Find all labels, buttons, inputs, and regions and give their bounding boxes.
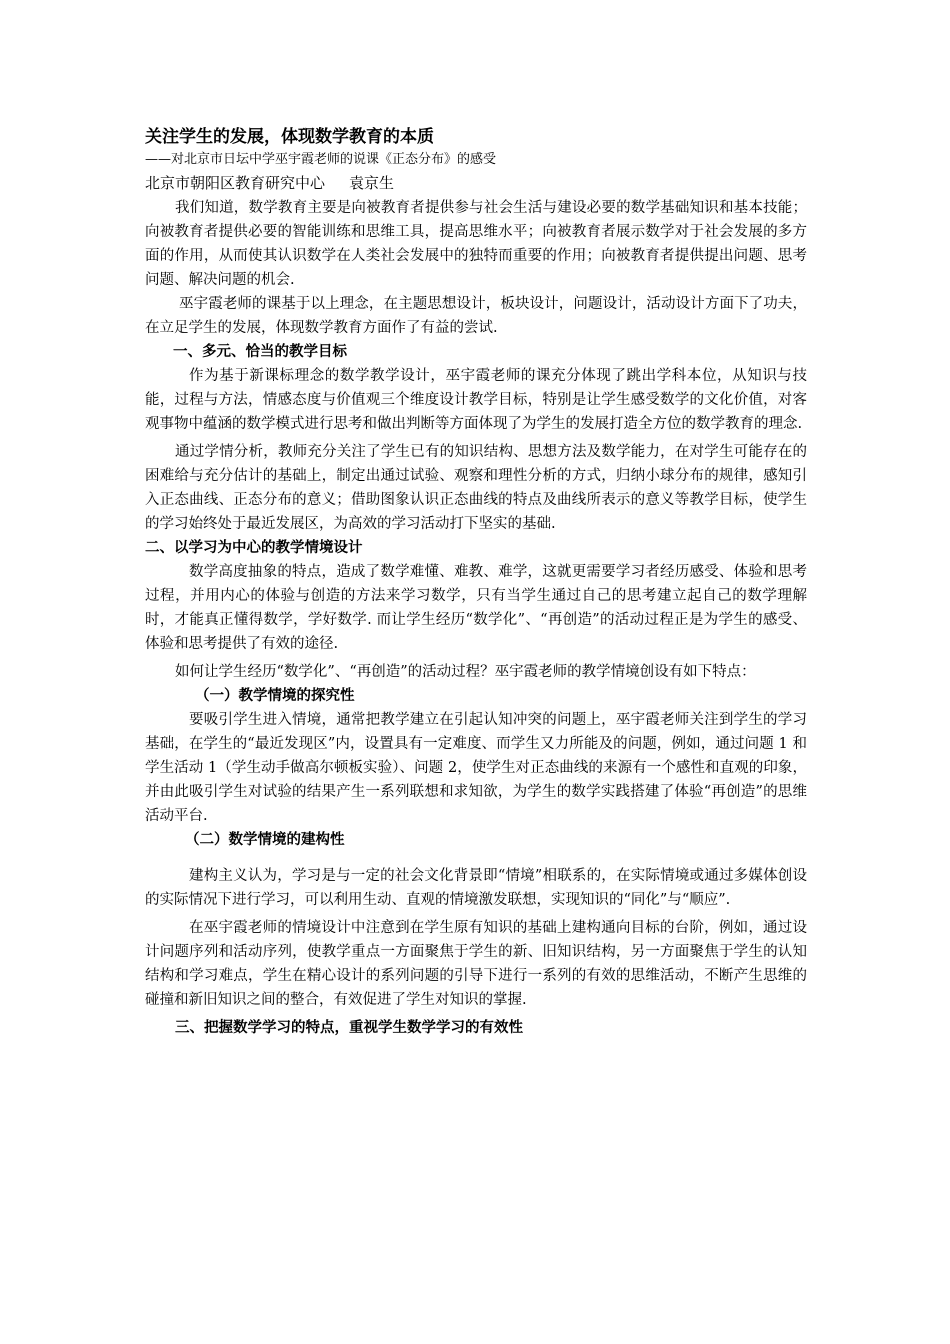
- author-name: 袁京生: [349, 174, 395, 192]
- subsection-2-paragraph-2: 在巫宇霞老师的情境设计中注意到在学生原有知识的基础上建构通向目标的台阶，例如，通过设计问题序列和活动序列，使教学重点一方面聚焦于学生的新、旧知识结构，另一方面聚焦于学生的认知结构和学习难点，学生在精心设计的系列问题的引导下进行一系列的有效的思维活动，不断产生思维的碰撞和新旧知识之间的整合，有效促进了学生对知识的掌握.: [145, 920, 807, 1008]
- intro-paragraph-1: 我们知道，数学教育主要是向被教育者提供参与社会生活与建设必要的数学基础知识和基本技能；向被教育者提供必要的智能训练和思维工具，提高思维水平；向被教育者展示数学对于社会发展的多方面的作用，从而使其认识数学在人类社会发展中的独特而重要的作用；向被教育者提供提出问题、思考问题、解决问题的机会.: [145, 200, 807, 288]
- section-2-heading: 二、以学习为中心的教学情境设计: [145, 540, 363, 556]
- article-body: [145, 124, 807, 1040]
- subsection-1-heading: （一）教学情境的探究性: [195, 688, 355, 704]
- subsection-1-paragraph: 要吸引学生进入情境，通常把教学建立在引起认知冲突的问题上，巫宇霞老师关注到学生的学习基础，在学生的“最近发现区”内，设置具有一定难度、而学生又力所能及的问题，例如，通过问题 1 和学生活动 1（学生动手做高尔顿板实验）、问题 2，使学生对正态曲线的来源有一个感性和直观的印象，并由此吸引学生对试验的结果产生一系列联想和求知欲，为学生的数学实践搭建了体验“再创造”的思维活动平台.: [145, 712, 807, 824]
- author-line: [145, 172, 807, 196]
- article-title: 关注学生的发展，体现数学教育的本质: [145, 127, 434, 147]
- section-1-paragraph-2: 通过学情分析，教师充分关注了学生已有的知识结构、思想方法及数学能力，在对学生可能存在的困难给与充分估计的基础上，制定出通过试验、观察和理性分析的方式，归纳小球分布的规律，感知引入正态曲线、正态分布的意义；借助图象认识正态曲线的特点及曲线所表示的意义等教学目标，使学生的学习始终处于最近发展区，为高效的学习活动打下坚实的基础.: [145, 444, 807, 532]
- subsection-2-heading: （二）数学情境的建构性: [185, 832, 345, 848]
- subsection-2-paragraph-1: 建构主义认为，学习是与一定的社会文化背景即“情境”相联系的，在实际情境或通过多媒体创设的实际情况下进行学习，可以利用生动、直观的情境激发联想，实现知识的“同化”与“顺应”.: [145, 868, 807, 908]
- section-1-paragraph-1: 作为基于新课标理念的数学教学设计，巫宇霞老师的课充分体现了跳出学科本位，从知识与技能，过程与方法，情感态度与价值观三个维度设计教学目标，特别是让学生感受数学的文化价值，对客观事物中蕴涵的数学模式进行思考和做出判断等方面体现了为学生的发展打造全方位的数学教育的理念.: [145, 368, 807, 432]
- intro-paragraph-2: 巫宇霞老师的课基于以上理念，在主题思想设计，板块设计，问题设计，活动设计方面下了功夫，在立足学生的发展，体现数学教育方面作了有益的尝试.: [145, 296, 807, 336]
- section-2-paragraph-2: 如何让学生经历“数学化”、“再创造”的活动过程？巫宇霞老师的教学情境创设有如下特点：: [175, 664, 756, 680]
- author-organization: 北京市朝阳区教育研究中心: [145, 174, 326, 192]
- section-2-paragraph-1: 数学高度抽象的特点，造成了数学难懂、难教、难学，这就更需要学习者经历感受、体验和思考过程，并用内心的体验与创造的方法来学习数学，只有当学生通过自己的思考建立起自己的数学理解时，才能真正懂得数学，学好数学. 而让学生经历“数学化”、“再创造”的活动过程正是为学生的感受、体验和思考提供了有效的途径.: [145, 564, 807, 652]
- section-1-heading: 一、多元、恰当的教学目标: [173, 344, 347, 360]
- section-3-heading: 三、把握数学学习的特点，重视学生数学学习的有效性: [175, 1020, 523, 1036]
- article-subtitle: ——对北京市日坛中学巫宇霞老师的说课《正态分布》的感受: [145, 152, 497, 167]
